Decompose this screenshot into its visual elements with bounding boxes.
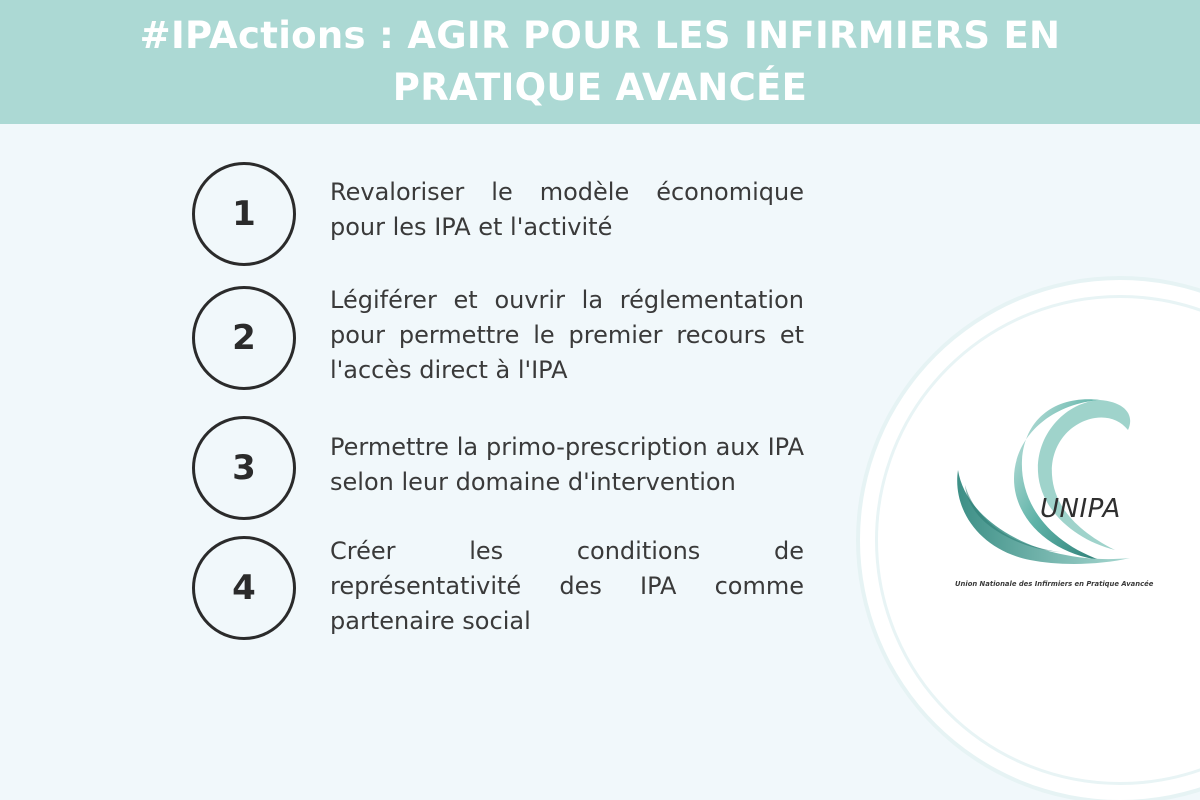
number-circle: 3 [192, 416, 296, 520]
page-title: #IPActions : AGIR POUR LES INFIRMIERS EN PRATIQUE AVANCÉE [139, 14, 1061, 109]
action-text: Légiférer et ouvrir la réglementation pour permettre le premier recours et l'accès direct à l'IPA [330, 286, 804, 384]
logo-tagline: Union Nationale des Infirmiers en Pratique Avancée [955, 580, 1154, 588]
action-text: Revaloriser le modèle économique pour les IPA et l'activité [330, 178, 804, 241]
action-text: Créer les conditions de représentativité des IPA comme partenaire social [330, 537, 804, 635]
number-circle: 2 [192, 286, 296, 390]
header-banner [0, 0, 1200, 124]
number-circle: 4 [192, 536, 296, 640]
number-circle: 1 [192, 162, 296, 266]
logo-wordmark: UNIPA [1040, 494, 1121, 524]
action-text: Permettre la primo-prescription aux IPA selon leur domaine d'intervention [330, 433, 804, 496]
